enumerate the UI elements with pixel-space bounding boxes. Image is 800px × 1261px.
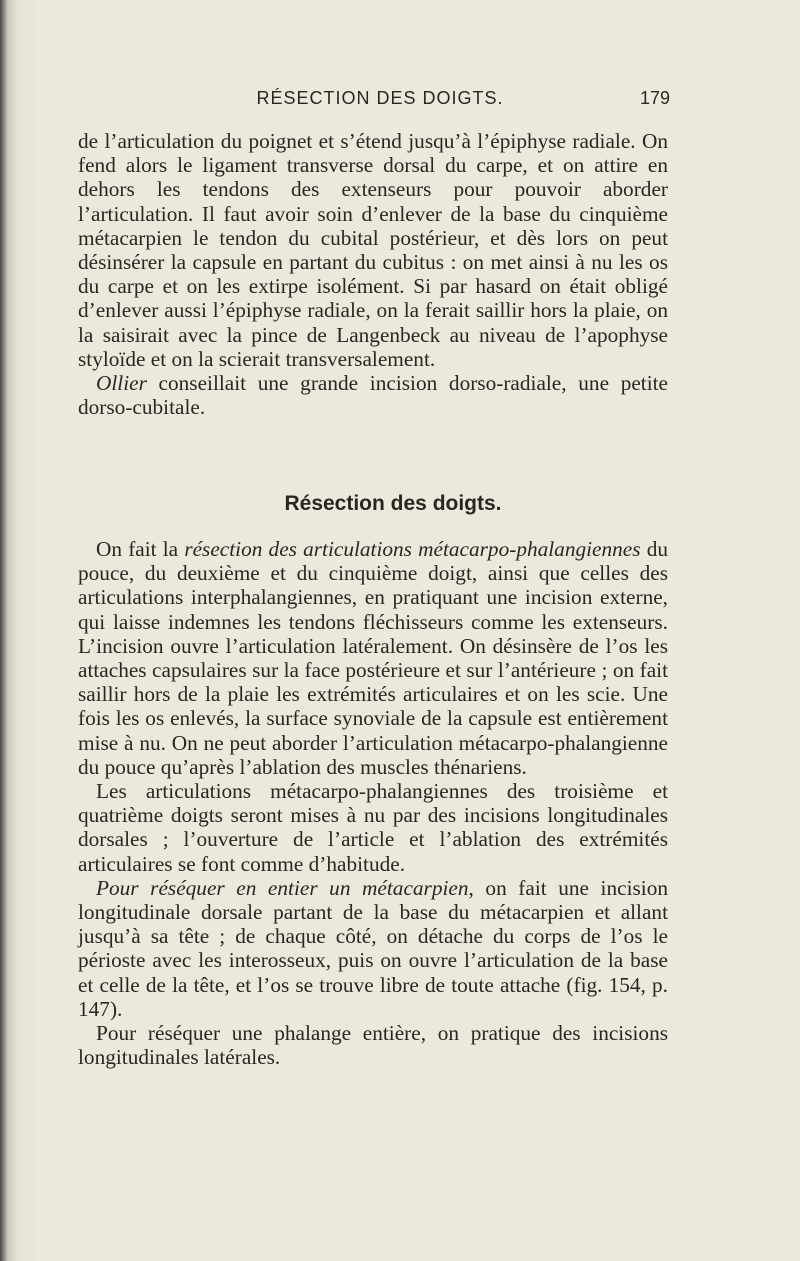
paragraph-1-text: de l’articulation du poignet et s’étend jusqu’à l’épiphyse radiale. On fend alors le ligament transverse dorsal du carpe, et on attire en dehors les tendons des extenseurs pour pouvoir aborder l’articulation. Il faut avoir soin d’enlever de la base du cinquième métacarpien le tendon du cubital postérieur, et dès lors on peut désinsérer la capsule en partant du cubitus : on met ainsi à nu les os du carpe et on les extirpe isolément. Si par hasard on était obligé d’enlever aussi l’épiphyse radiale, on la ferait saillir hors la plaie, on la saisirait avec la pince de Langenbeck au niveau de l’apophyse styloïde et on la scierait transversalement. xyxy=(78,129,668,371)
text-block-upper xyxy=(78,129,668,419)
paragraph-3-pre: On fait la xyxy=(96,537,185,561)
section-title: Résection des doigts. xyxy=(284,492,502,515)
paragraph-5-emphasis: Pour réséquer en entier un métacarpien xyxy=(96,875,469,900)
paragraph-2-text: conseillait une grande incision dorso-radiale, une petite dorso-cubitale. xyxy=(78,371,668,420)
page-header xyxy=(70,88,670,116)
text-block-lower xyxy=(78,537,668,1069)
paragraph-5-text: , on fait une incision longitudinale dorsale partant de la base du métacarpien et allant jusqu’à sa tête ; de chaque côté, on détache du corps de l’os le périoste avec les interosseux, puis on ouvre l’articulation de la base et celle de la tête, et l’os se trouve libre de toute attache (fig. 154, p. 147). xyxy=(78,875,668,1021)
paragraph-2 xyxy=(78,371,668,419)
paragraph-5 xyxy=(78,876,668,1021)
paragraph-3-text: du pouce, du deuxième et du cinquième doigt, ainsi que celles des articulations interphalangiennes, en pratiquant une incision externe, qui laisse indemnes les tendons fléchisseurs comme les extenseurs. L’incision ouvre l’articulation latéralement. On désinsère de l’os les attaches capsulaires sur la face postérieure et sur l’antérieure ; on fait saillir hors de la plaie les extrémités articulaires et on les scie. Une fois les os enlevés, la surface synoviale de la capsule est entièrement mise à nu. On ne peut aborder l’articulation métacarpo-phalangienne du pouce qu’après l’ablation des muscles thénariens. xyxy=(78,537,669,779)
paragraph-3 xyxy=(78,537,668,779)
paragraph-6-text: Pour réséquer une phalange entière, on pratique des incisions longitudinales latérales. xyxy=(78,1021,668,1070)
paragraph-3-emphasis: résection des articulations métacarpo-phalangiennes xyxy=(184,537,641,561)
paragraph-4 xyxy=(78,779,668,876)
paragraph-4-text: Les articulations métacarpo-phalangiennes des troisième et quatrième doigts seront mises à nu par des incisions longitudinales dorsales ; l’ouverture de l’article et l’ablation des extrémités articulaires se font comme d’habitude. xyxy=(78,779,668,876)
running-title: RÉSECTION DES DOIGTS. xyxy=(256,88,504,108)
page-number: 179 xyxy=(639,88,670,108)
author-name: Ollier xyxy=(96,371,147,396)
paragraph-1 xyxy=(78,129,668,371)
paragraph-6 xyxy=(78,1021,668,1069)
